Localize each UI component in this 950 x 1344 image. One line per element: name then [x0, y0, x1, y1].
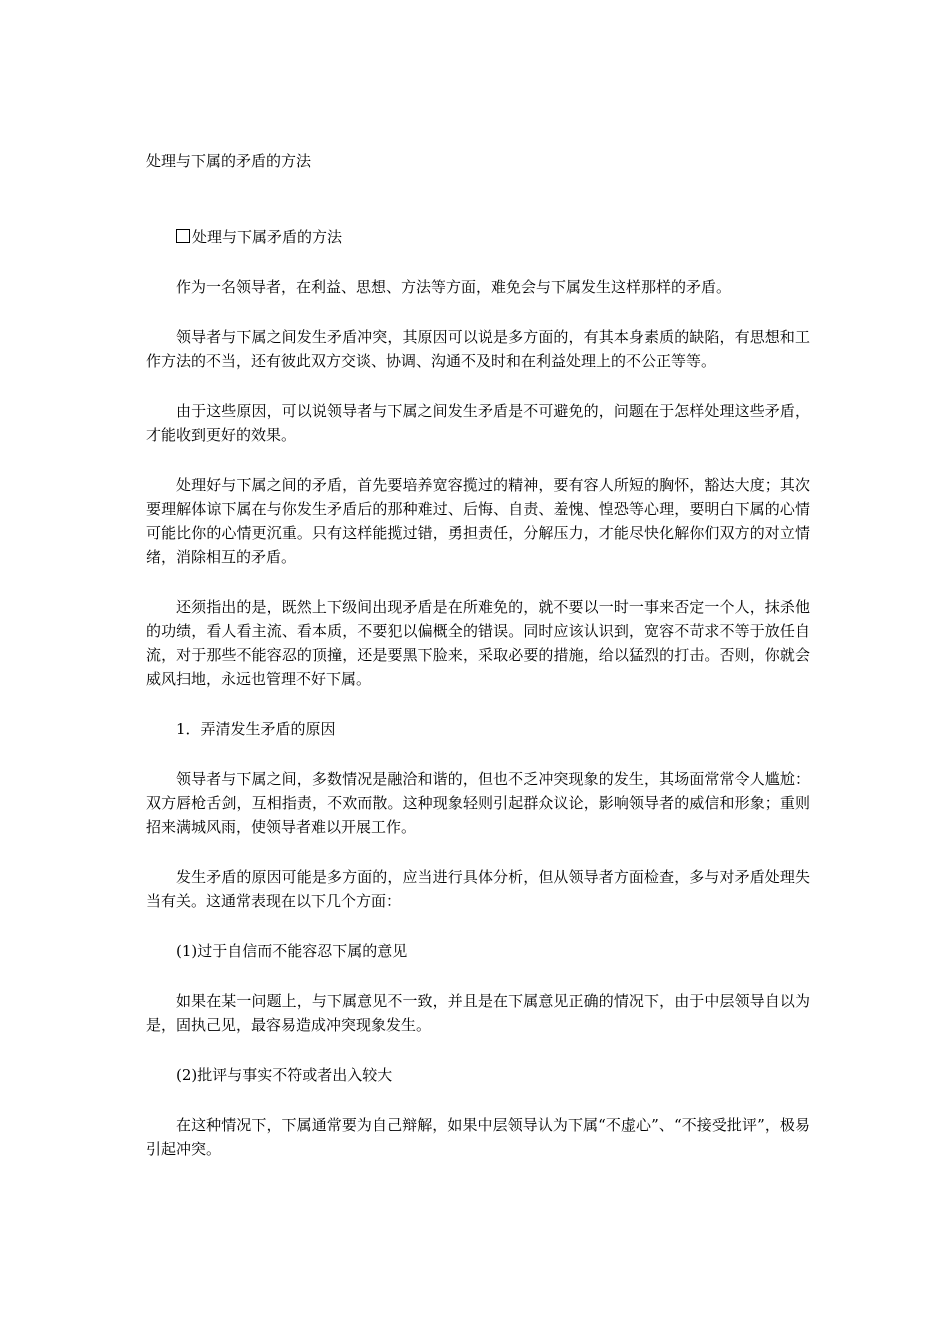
section-heading-text: 处理与下属矛盾的方法 [192, 228, 343, 246]
item-text-1: 如果在某一问题上，与下属意见不一致，并且是在下属意见正确的情况下，由于中层领导自以为是，固执己见，最容易造成冲突现象发生。 [146, 992, 810, 1034]
document-title: 处理与下属的矛盾的方法 [146, 152, 312, 170]
paragraph: 由于这些原因，可以说领导者与下属之间发生矛盾是不可避免的，问题在于怎样处理这些矛盾，才能收到更好的效果。 [146, 402, 810, 444]
paragraph: 领导者与下属之间发生矛盾冲突，其原因可以说是多方面的，有其本身素质的缺陷，有思想和工作方法的不当，还有彼此双方交谈、协调、沟通不及时和在利益处理上的不公正等等。 [146, 328, 810, 370]
paragraph: 处理好与下属之间的矛盾，首先要培养宽容揽过的精神，要有容人所短的胸怀，豁达大度；其次要理解体谅下属在与你发生矛盾后的那种难过、后悔、自责、羞愧、惶恐等心理，要明白下属的心情可能比你的心情更沉重。只有这样能揽过错，勇担责任，分解压力，才能尽快化解你们双方的对立情绪，消除相互的矛盾。 [146, 476, 810, 566]
item-heading-2: (2)批评与事实不符或者出入较大 [176, 1066, 393, 1084]
subheading-causes: 1．弄清发生矛盾的原因 [176, 720, 336, 738]
section-heading [146, 225, 810, 249]
paragraph: 还须指出的是，既然上下级间出现矛盾是在所难免的，就不要以一时一事来否定一个人，抹杀他的功绩，看人看主流、看本质，不要犯以偏概全的错误。同时应该认识到，宽容不苛求不等于放任自流，对于那些不能容忍的顶撞，还是要黑下脸来，采取必要的措施，给以猛烈的打击。否则，你就会威风扫地，永远也管理不好下属。 [146, 598, 810, 688]
item-heading-1: (1)过于自信而不能容忍下属的意见 [176, 942, 408, 960]
paragraph: 发生矛盾的原因可能是多方面的，应当进行具体分析，但从领导者方面检查，多与对矛盾处理失当有关。这通常表现在以下几个方面： [146, 868, 810, 910]
paragraph: 领导者与下属之间，多数情况是融洽和谐的，但也不乏冲突现象的发生，其场面常常令人尴尬：双方唇枪舌剑，互相指责，不欢而散。这种现象轻则引起群众议论，影响领导者的威信和形象；重则招来满城风雨，使领导者难以开展工作。 [146, 770, 810, 836]
document-body [146, 225, 810, 1187]
item-text-2: 在这种情况下，下属通常要为自己辩解，如果中层领导认为下属“不虚心”、“不接受批评”，极易引起冲突。 [146, 1116, 810, 1158]
checkbox-icon [176, 229, 190, 243]
paragraph: 作为一名领导者，在利益、思想、方法等方面，难免会与下属发生这样那样的矛盾。 [176, 278, 732, 296]
